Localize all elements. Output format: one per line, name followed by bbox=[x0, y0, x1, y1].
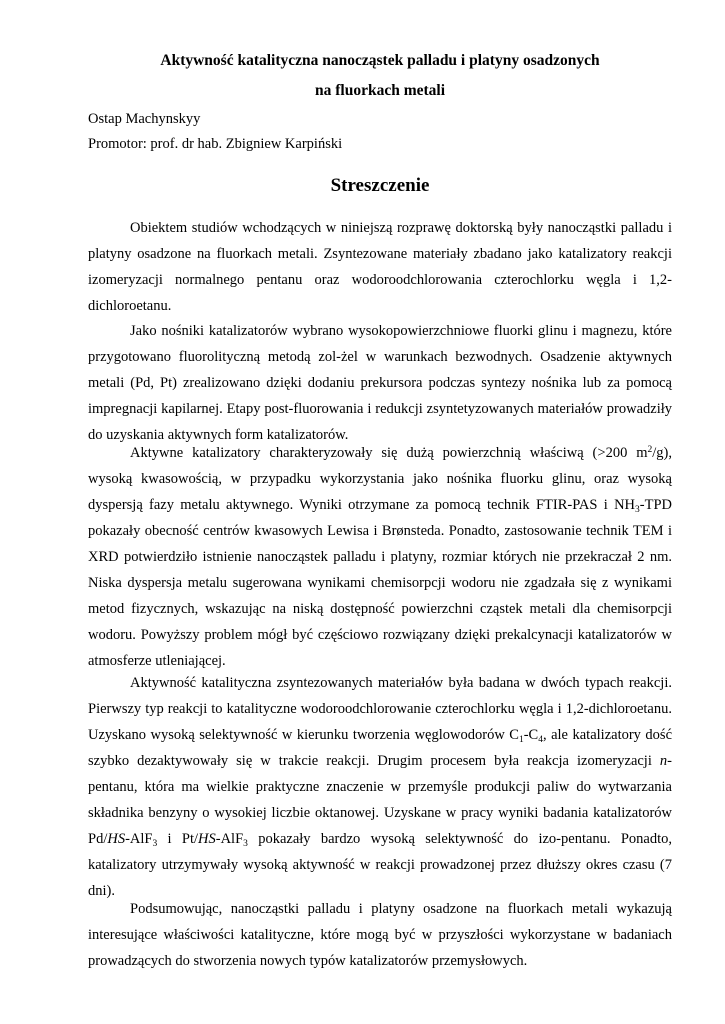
abstract-paragraph-2: Jako nośniki katalizatorów wybrano wysokopowierzchniowe fluorki glinu i magnezu, które przygotowano fluorolityczną metodą zol-żel w warunkach bezwodnych. Osadzenie aktywnych metali (Pd, Pt) zrealizowano dzięki dodaniu prekursora podczas syntezy nośnika lub za pomocą impregnacji kapilarnej. Etapy post-fluorowania i redukcji zsyntetyzowanych materiałów prowadziły do uzyskania aktywnych form katalizatorów. bbox=[88, 323, 672, 443]
document-title-line-1: Aktywność katalityczna nanocząstek palladu i platyny osadzonych bbox=[160, 52, 600, 69]
paragraph-text: , ale katalizatory dość szybko dezaktywowały się w trakcie reakcji. Drugim procesem była reakcja izomeryzacji bbox=[88, 727, 673, 769]
paragraph-text: i Pt/ bbox=[157, 831, 199, 847]
abstract-paragraph-4 bbox=[88, 670, 672, 904]
section-heading: Streszczenie bbox=[330, 175, 430, 196]
subscript: 4 bbox=[538, 735, 543, 745]
author-name: Ostap Machynskyy bbox=[88, 111, 201, 127]
italic-text: HS bbox=[107, 831, 126, 847]
abstract-paragraph-1: Obiektem studiów wchodzących w niniejszą rozprawę doktorską były nanocząstki palladu i platyny osadzone na fluorkach metali. Zsyntezowane materiały zbadano jako katalizatory reakcji izomeryzacji normalnego pentanu oraz wodoroodchlorowania czterochlorku węgla i 1,2-dichloroetanu. bbox=[88, 220, 672, 314]
promotor-line: Promotor: prof. dr hab. Zbigniew Karpiński bbox=[88, 136, 343, 152]
paragraph-text: -TPD pokazały obecność centrów kwasowych Lewisa i Brønsteda. Ponadto, zastosowanie technik TEM i XRD potwierdziło istnienie nanocząstek palladu i platyny, rozmiar których nie przekraczał 2 nm. Niska dyspersja metalu sugerowana wynikami chemisorpcji wodoru nie zgadzała się z wynikami metod fizycznych, wskazując na niską dostępność powierzchni cząstek metali dla chemisorpcji wodoru. Powyższy problem mógł być częściowo rozwiązany dzięki prekalcynacji katalizatorów w atmosferze utleniającej. bbox=[88, 497, 672, 669]
paragraph-text: -C bbox=[523, 727, 539, 743]
paragraph-text: -AlF bbox=[125, 831, 153, 847]
italic-text: n bbox=[659, 753, 668, 769]
subscript: 3 bbox=[152, 839, 158, 849]
paragraph-text: pokazały bardzo wysoką selektywność do izo-pentanu. Ponadto, katalizatory utrzymywały wysoką aktywność w reakcji prowadzonej przez dłuższy okres czasu (7 dni). bbox=[88, 831, 672, 899]
paragraph-text: -AlF bbox=[215, 831, 244, 847]
abstract-paragraph-5: Podsumowując, nanocząstki palladu i platyny osadzone na fluorkach metali wykazują interesujące właściwości katalityczne, które mogą być w przyszłości wykorzystane w badaniach prowadzących do stworzenia nowych typów katalizatorów przemysłowych. bbox=[88, 901, 672, 969]
italic-text: HS bbox=[198, 831, 216, 847]
superscript: 2 bbox=[647, 445, 653, 455]
abstract-paragraph-3 bbox=[88, 440, 672, 674]
subscript: 1 bbox=[518, 735, 524, 745]
paragraph-text: Aktywne katalizatory charakteryzowały się dużą powierzchnią właściwą (>200 m bbox=[130, 445, 648, 461]
paragraph-text: /g), wysoką kwasowością, w przypadku wykorzystania jako nośnika fluorku glinu, oraz wysoką dyspersją fazy metalu aktywnego. Wyniki otrzymane za pomocą technik FTIR-PAS i NH bbox=[88, 445, 672, 513]
paragraph-text: Aktywność katalityczna zsyntezowanych materiałów była badana w dwóch typach reakcji. Pierwszy typ reakcji to katalityczne wodoroodchlorowanie czterochlorku węgla i 1,2-dichloroetanu. Uzyskano wysoką selektywność w kierunku tworzenia węglowodorów C bbox=[88, 675, 672, 743]
subscript: 3 bbox=[243, 839, 248, 849]
paragraph-text: -pentanu, która ma wielkie praktyczne znaczenie w przemyśle produkcji paliw do wytwarzania składnika benzyny o wysokiej liczbie oktanowej. Uzyskane w pracy wyniki badania katalizatorów Pd/ bbox=[88, 753, 672, 847]
subscript: 3 bbox=[635, 505, 640, 515]
document-title-line-2: na fluorkach metali bbox=[314, 82, 446, 99]
